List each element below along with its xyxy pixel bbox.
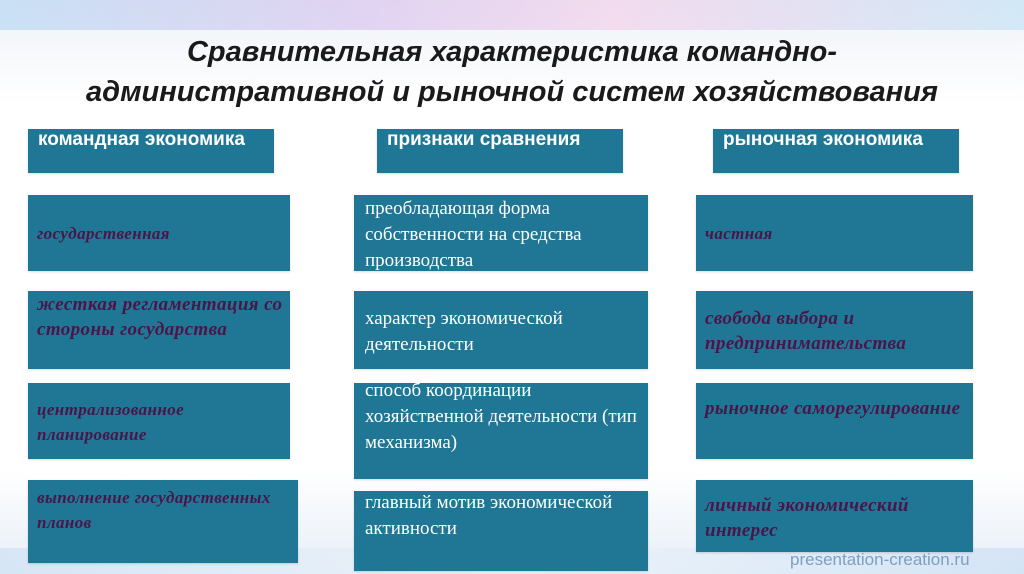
site-watermark: presentation-creation.ru — [790, 550, 970, 569]
header-market-label: рыночная экономика — [723, 129, 923, 150]
market-cell-text: рыночное саморегулирование — [705, 398, 961, 419]
command-cell-1 — [28, 195, 290, 271]
criterion-cell-4 — [354, 491, 648, 571]
header-market-economy — [713, 129, 959, 173]
market-cell-text: частная — [705, 224, 773, 243]
command-cell-text: государственная — [37, 224, 170, 243]
criterion-cell-text: способ координации хозяйственной деятельности (тип механизма) — [365, 383, 637, 453]
criterion-cell-text: главный мотив экономической активности — [365, 492, 613, 539]
command-cell-text: выполнение государственных планов — [37, 488, 271, 532]
command-cell-text: жесткая регламентация со стороны государства — [37, 294, 283, 340]
market-cell-2 — [696, 291, 973, 369]
market-cell-4 — [696, 480, 973, 552]
criterion-cell-text: преобладающая форма собственности на средства производства — [365, 198, 582, 271]
market-cell-3 — [696, 383, 973, 459]
header-criteria-label: признаки сравнения — [387, 129, 581, 150]
command-cell-4 — [28, 480, 298, 563]
criterion-cell-2 — [354, 291, 648, 369]
criterion-cell-1 — [354, 195, 648, 271]
command-cell-3 — [28, 383, 290, 459]
market-cell-text: личный экономический интерес — [705, 495, 909, 541]
top-glow-band — [0, 0, 1024, 30]
criterion-cell-text: характер экономической деятельности — [365, 308, 563, 355]
command-cell-2 — [28, 291, 290, 369]
command-cell-text: централизованное планирование — [37, 400, 185, 444]
market-cell-text: свобода выбора и предпринимательства — [705, 308, 907, 354]
header-command-economy — [28, 129, 274, 173]
slide-title: Сравнительная характеристика командно-административной и рыночной систем хозяйствования — [86, 36, 938, 108]
criterion-cell-3 — [354, 383, 648, 479]
header-command-label: командная экономика — [38, 129, 245, 150]
market-cell-1 — [696, 195, 973, 271]
header-comparison-criteria — [377, 129, 623, 173]
